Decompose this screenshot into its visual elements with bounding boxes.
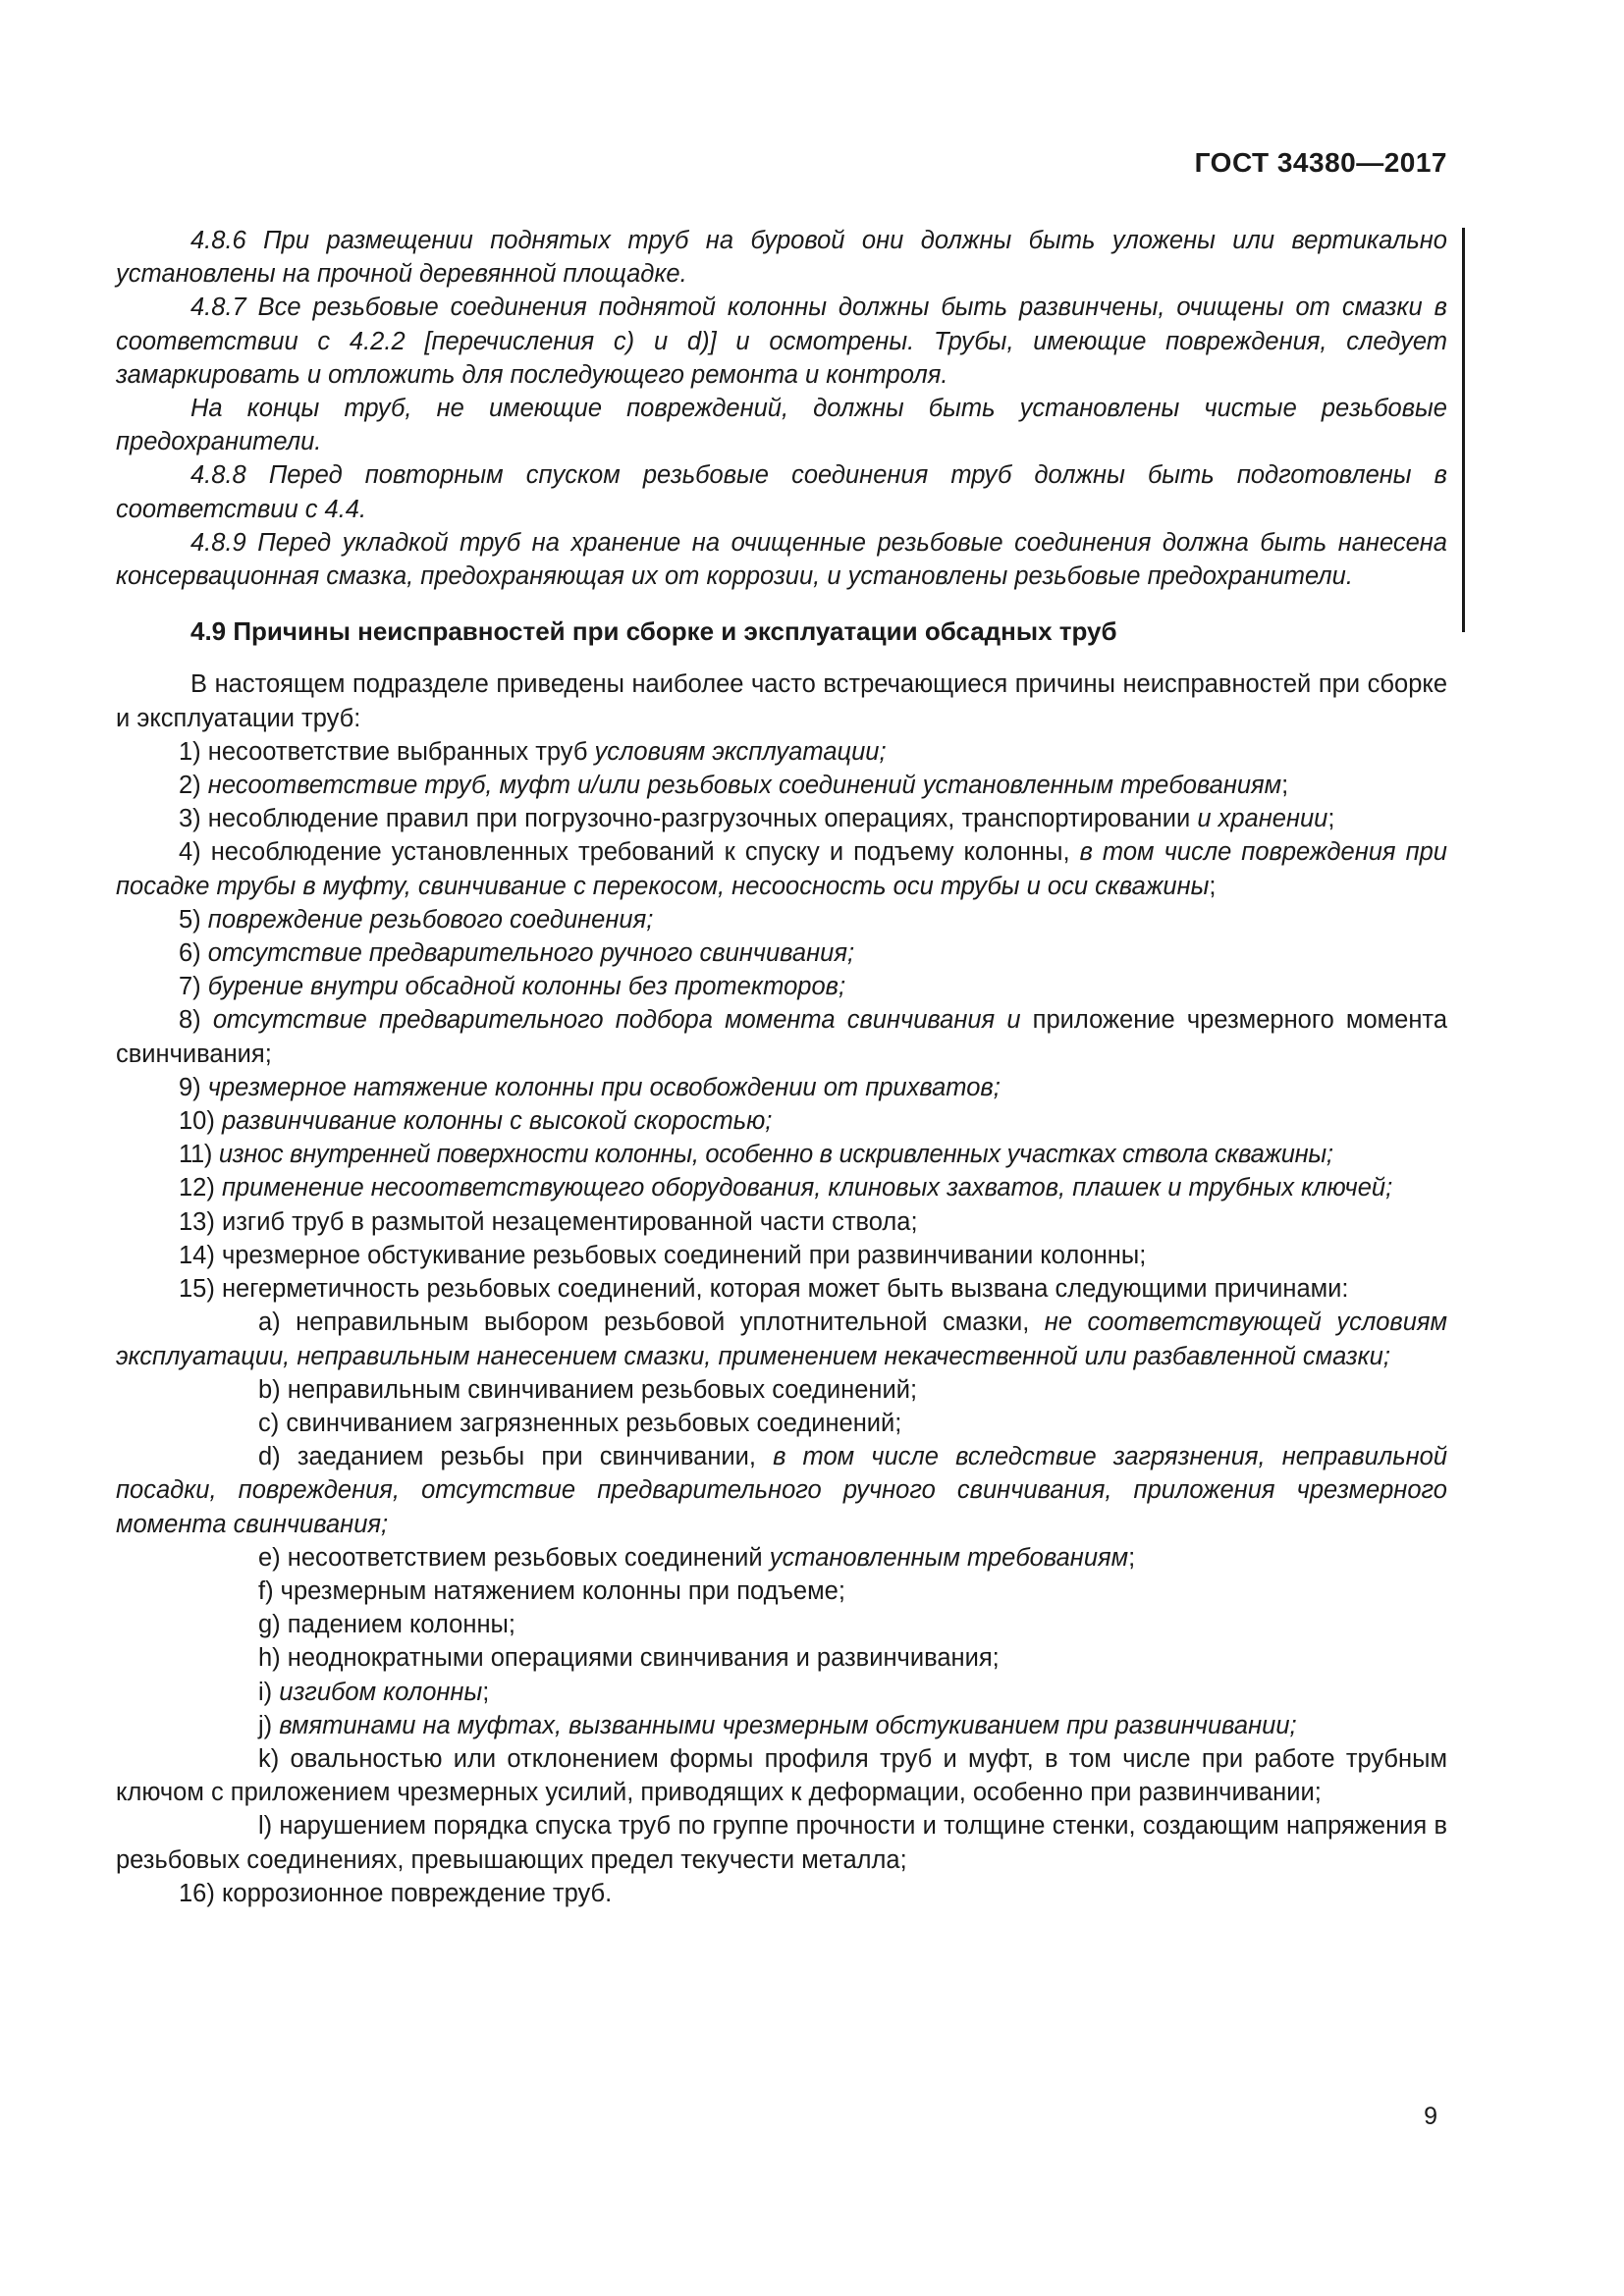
item-text-italic: развинчивание колонны с высокой скоростью;	[221, 1107, 773, 1136]
item-number: 14)	[179, 1241, 215, 1269]
paragraph-4-8-7: 4.8.7 Все резьбовые соединения поднятой колонны должны быть развинчены, очищены от смазки в соответствии с 4.2.2 [перечисления с) и d)] и осмотрены. Трубы, имеющие повреждения, следует замаркировать и отложить для последующего ремонта и контроля.	[116, 294, 1447, 389]
list-item	[116, 1071, 1447, 1104]
sub-item-text: ;	[482, 1678, 490, 1706]
list-item	[116, 1205, 1447, 1239]
sub-list-item	[116, 1709, 1447, 1742]
item-text: изгиб труб в размытой незацементированной части ствола;	[221, 1207, 918, 1236]
list-item	[116, 1003, 1447, 1070]
sub-item-letter: l)	[258, 1812, 273, 1841]
sub-item-text: заеданием резьбы при свинчивании,	[297, 1443, 774, 1471]
item-text: ;	[1209, 872, 1217, 900]
sub-item-letter: c)	[258, 1409, 280, 1437]
sub-list-item	[116, 1373, 1447, 1407]
section-title-4-9: 4.9 Причины неисправностей при сборке и эксплуатации обсадных труб	[190, 616, 1117, 647]
sub-item-letter: f)	[258, 1576, 274, 1605]
sub-item-text-italic: вмятинами на муфтах, вызванными чрезмерным обстукиванием при развинчивании;	[279, 1711, 1297, 1739]
sub-item-text: неоднократными операциями свинчивания и развинчивания;	[287, 1644, 1000, 1673]
item-text-italic: и хранении	[1197, 805, 1328, 833]
item-text-italic: чрезмерное натяжение колонны при освобождении от прихватов;	[207, 1073, 1001, 1101]
sub-item-letter: a)	[258, 1308, 281, 1337]
list-item	[116, 735, 1447, 769]
sub-list-item	[116, 1809, 1447, 1876]
sub-list-item	[116, 1306, 1447, 1372]
page-number: 9	[1424, 2103, 1437, 2130]
sub-item-text-italic: не соответствующей условиям эксплуатации, неправильным нанесением смазки, применением некачественной или разбавленной смазки;	[116, 1308, 1447, 1370]
sub-item-letter: i)	[258, 1678, 273, 1706]
sub-item-letter: j)	[258, 1711, 273, 1739]
list-item	[116, 802, 1447, 835]
item-text-italic: бурение внутри обсадной колонны без протекторов;	[207, 973, 846, 1001]
item-text-italic: отсутствие предварительного ручного свинчивания;	[207, 939, 855, 968]
item-number: 5)	[179, 905, 201, 934]
sub-item-text: падением колонны;	[287, 1611, 515, 1639]
sub-item-text: ;	[1128, 1543, 1136, 1572]
list-item	[116, 835, 1447, 902]
paragraph-4-8-9: 4.8.9 Перед укладкой труб на хранение на очищенные резьбовые соединения должна быть нанесена консервационная смазка, предохраняющая их от коррозии, и установлены резьбовые предохранители.	[116, 528, 1447, 591]
item-text-italic: отсутствие предварительного подбора момента свинчивания и	[212, 1006, 1021, 1035]
document-code-header: ГОСТ 34380—2017	[1194, 147, 1447, 178]
paragraph-4-8-8: 4.8.8 Перед повторным спуском резьбовые соединения труб должны быть подготовлены в соответствии с 4.4.	[116, 461, 1447, 523]
sub-item-text-italic: в том числе вследствие загрязнения, неправильной посадки, повреждения, отсутствие предварительного ручного свинчивания, приложения чрезмерного момента свинчивания;	[116, 1443, 1448, 1538]
sub-item-letter: b)	[258, 1375, 281, 1404]
item-number: 1)	[179, 737, 201, 766]
list-item	[116, 903, 1447, 936]
item-number: 16)	[179, 1879, 215, 1907]
item-text: несоблюдение установленных требований к спуску и подъему колонны,	[210, 838, 1080, 867]
sub-item-text: овальностью или отклонением формы профиля труб и муфт, в том числе при работе трубным ключом с приложением чрезмерных усилий, приводящих к деформации, особенно при развинчивании;	[116, 1744, 1447, 1807]
intro-italic-block	[116, 224, 1447, 593]
list-item	[116, 936, 1447, 970]
sub-item-letter: k)	[258, 1744, 280, 1773]
list-item	[116, 769, 1447, 802]
item-text: ;	[1327, 805, 1335, 833]
list-item	[116, 1104, 1447, 1138]
paragraph-4-8-6: 4.8.6 При размещении поднятых труб на буровой они должны быть уложены или вертикально установлены на прочной деревянной площадке.	[116, 227, 1447, 289]
sub-list-item	[116, 1641, 1447, 1675]
sub-list-item	[116, 1676, 1447, 1709]
item-number: 9)	[179, 1073, 201, 1101]
change-bar	[1462, 228, 1465, 632]
sub-list-item	[116, 1575, 1447, 1608]
sub-item-text: свинчиванием загрязненных резьбовых соединений;	[286, 1409, 902, 1437]
section-lead: В настоящем подразделе приведены наиболее часто встречающиеся причины неисправностей при сборке и эксплуатации труб:	[116, 670, 1447, 732]
item-number: 10)	[179, 1107, 215, 1136]
item-text-italic: износ внутренней поверхности колонны, особенно в искривленных участках ствола скважины;	[218, 1141, 1333, 1169]
sub-item-letter: d)	[258, 1443, 281, 1471]
paragraph-4-8-7-cont: На концы труб, не имеющие повреждений, должны быть установлены чистые резьбовые предохранители.	[116, 395, 1447, 456]
item-number: 3)	[179, 805, 201, 833]
item-text-italic: повреждение резьбового соединения;	[207, 905, 654, 934]
list-item	[116, 1171, 1447, 1204]
sub-item-text: чрезмерным натяжением колонны при подъеме;	[280, 1576, 845, 1605]
list-item	[116, 1239, 1447, 1272]
item-text: коррозионное повреждение труб.	[221, 1879, 613, 1907]
sub-item-letter: h)	[258, 1644, 281, 1673]
sub-item-text: неправильным свинчиванием резьбовых соединений;	[287, 1375, 918, 1404]
item-text: ;	[1281, 772, 1289, 800]
list-item	[116, 970, 1447, 1003]
list-item	[116, 1272, 1447, 1306]
item-number: 12)	[179, 1174, 215, 1202]
item-text: негерметичность резьбовых соединений, которая может быть вызвана следующими причинами:	[221, 1275, 1349, 1304]
item-text-italic: применение несоответствующего оборудования, клиновых захватов, плашек и трубных ключей;	[221, 1174, 1393, 1202]
item-number: 4)	[179, 838, 201, 867]
item-text: приложение чрезмерного момента свинчивания;	[116, 1006, 1447, 1068]
item-text: несоблюдение правил при погрузочно-разгрузочных операциях, транспортировании	[207, 805, 1198, 833]
sub-item-text-italic: установленным требованиям	[769, 1543, 1129, 1572]
item-text: несоответствие выбранных труб	[207, 737, 595, 766]
list-item	[116, 1877, 1447, 1910]
sub-item-text: несоответствием резьбовых соединений	[287, 1543, 770, 1572]
sub-list-item	[116, 1440, 1447, 1541]
item-text-italic: несоответствие труб, муфт и/или резьбовых соединений установленным требованиям	[207, 772, 1282, 800]
item-number: 6)	[179, 939, 201, 968]
item-text-italic: в том числе повреждения при посадке трубы в муфту, свинчивание с перекосом, несоосность оси трубы и оси скважины	[116, 838, 1447, 900]
sub-item-letter: e)	[258, 1543, 281, 1572]
sub-list-item	[116, 1742, 1447, 1809]
sub-list-item	[116, 1407, 1447, 1440]
list-item	[116, 1138, 1447, 1171]
sub-item-text: неправильным выбором резьбовой уплотнительной смазки,	[296, 1308, 1045, 1337]
item-text: чрезмерное обстукивание резьбовых соединений при развинчивании колонны;	[221, 1241, 1147, 1269]
sub-item-text-italic: изгибом колонны	[279, 1678, 483, 1706]
sub-item-letter: g)	[258, 1611, 281, 1639]
sub-item-text: нарушением порядка спуска труб по группе прочности и толщине стенки, создающим напряжения в резьбовых соединениях, превышающих предел текучести металла;	[116, 1812, 1447, 1874]
item-number: 11)	[179, 1141, 213, 1169]
sub-list-item	[116, 1608, 1447, 1641]
item-number: 7)	[179, 973, 201, 1001]
item-number: 2)	[179, 772, 201, 800]
item-text-italic: условиям эксплуатации;	[594, 737, 887, 766]
item-number: 15)	[179, 1275, 215, 1304]
sub-list-item	[116, 1541, 1447, 1575]
item-number: 13)	[179, 1207, 215, 1236]
item-number: 8)	[179, 1006, 201, 1035]
page-body	[116, 224, 1447, 1910]
